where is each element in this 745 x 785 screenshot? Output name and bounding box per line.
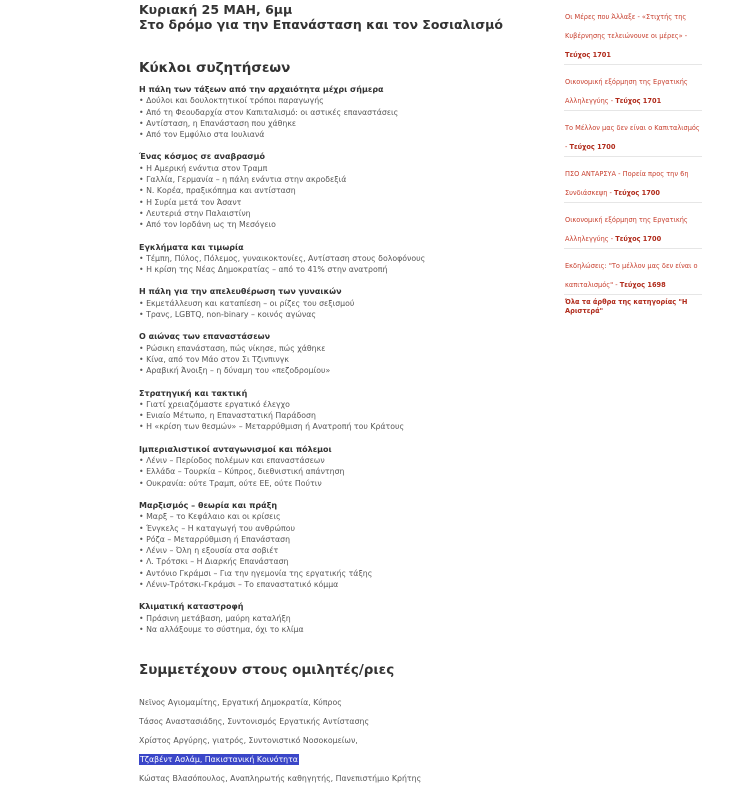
sidebar-article-title[interactable]: Το Μέλλον μας δεν είναι ο Καπιταλισμός - xyxy=(565,124,700,151)
discussion-group xyxy=(139,331,551,376)
sidebar-article-link[interactable] xyxy=(564,0,702,65)
discussion-group xyxy=(139,242,551,276)
discussion-topic: • Τέμπη, Πύλος, Πόλεμος, γυναικοκτονίες, Αντίσταση στους δολοφόνους xyxy=(139,253,426,263)
discussion-groups xyxy=(139,84,551,646)
speaker-row xyxy=(139,728,551,747)
sidebar-article-issue: Τεύχος 1700 xyxy=(615,235,662,243)
discussion-topic: • Η Αμερική ενάντια στον Τραμπ xyxy=(139,163,268,173)
discussion-group-title: Ο αιώνας των επαναστάσεων xyxy=(139,332,271,342)
discussion-topic: • Λευτεριά στην Παλαιστίνη xyxy=(139,208,251,218)
discussion-topic: • Εκμετάλλευση και καταπίεση – οι ρίζες του σεξισμού xyxy=(139,298,355,308)
sidebar-article-issue: Τεύχος 1698 xyxy=(619,281,666,289)
discussion-topic: • Από τη Φεουδαρχία στον Καπιταλισμό: οι αστικές επαναστάσεις xyxy=(139,107,399,117)
sidebar-article-title[interactable]: Εκδηλώσεις: "Το μέλλον μας δεν είναι ο καπιταλισμός" - xyxy=(565,262,698,289)
discussion-group-title: Στρατηγική και τακτική xyxy=(139,388,248,398)
sidebar-related-articles xyxy=(564,0,702,317)
discussion-group-title: Κλιματική καταστροφή xyxy=(139,602,244,612)
discussion-group-title: Μαρξισμός – θεωρία και πράξη xyxy=(139,500,278,510)
speakers-list xyxy=(139,690,551,785)
sidebar-article-title[interactable]: Οι Μέρες που Άλλαξε - «Στιχτής της Κυβέρνησης τελειώνουνε οι μέρες» - xyxy=(565,13,688,40)
speaker: Κώστας Βλασόπουλος, Αναπληρωτής καθηγητής, Πανεπιστήμιο Κρήτης xyxy=(139,774,422,783)
discussion-group-title: Ιμπεριαλιστικοί ανταγωνισμοί και πόλεμοι xyxy=(139,444,332,454)
speakers-title: Συμμετέχουν στους ομιλητές/ριες xyxy=(139,662,395,678)
discussion-topic: • Λένιν-Τρότσκι-Γκράμσι – Το επαναστατικό κόμμα xyxy=(139,579,339,589)
discussion-topic: • Λένιν – Περίοδος πολέμων και επαναστάσεων xyxy=(139,456,325,466)
discussion-topic: • Η κρίση της Νέας Δημοκρατίας – από το 41% στην ανατροπή xyxy=(139,265,388,275)
discussion-topic: • Λένιν – Όλη η εξουσία στα σοβιέτ xyxy=(139,546,279,556)
discussion-group-title: Ένας κόσμος σε αναβρασμό xyxy=(139,152,266,162)
discussion-topic: • Κίνα, από τον Μάο στον Σι Τζινπινγκ xyxy=(139,354,289,364)
discussion-topic: • Αντίσταση, η Επανάσταση που χάθηκε xyxy=(139,118,297,128)
speaker-row xyxy=(139,690,551,709)
sidebar-article-link[interactable] xyxy=(564,249,702,295)
discussion-group-title: Η πάλη των τάξεων από την αρχαιότητα μέχρι σήμερα xyxy=(139,85,384,94)
speaker: Χρίστος Αργύρης, γιατρός, Συντονιστικό Νοσοκομείων, xyxy=(139,736,358,745)
discussion-group xyxy=(139,444,551,489)
discussion-topic: • Δούλοι και δουλοκτητικοί τρόποι παραγωγής xyxy=(139,96,324,106)
discussion-topic: • Ελλάδα – Τουρκία – Κύπρος, διεθνιστική απάντηση xyxy=(139,467,345,477)
discussion-topic: • Αντόνιο Γκράμσι – Για την ηγεμονία της εργατικής τάξης xyxy=(139,568,373,578)
all-articles-link[interactable]: Όλα τα άρθρα της κατηγορίας "Η Αριστερά" xyxy=(565,298,688,316)
speaker-row xyxy=(139,747,551,766)
discussion-group-title: Η πάλη για την απελευθέρωση των γυναικών xyxy=(139,287,342,297)
discussion-group xyxy=(139,286,551,320)
discussion-topic: • Ρώσικη επανάσταση, πώς νίκησε, πώς χάθηκε xyxy=(139,343,326,353)
discussion-topic: • Γαλλία, Γερμανία – η πάλη ενάντια στην ακροδεξιά xyxy=(139,175,347,185)
discussion-group xyxy=(139,500,551,590)
discussion-topic: • Ένγκελς – Η καταγωγή του ανθρώπου xyxy=(139,523,295,533)
discussion-topic: • Πράσινη μετάβαση, μαύρη καταλήξη xyxy=(139,613,291,623)
discussions-title: Κύκλοι συζητήσεων xyxy=(139,60,291,76)
speaker-row xyxy=(139,709,551,728)
sidebar-article-link[interactable] xyxy=(564,157,702,203)
event-subtitle-heading: Στο δρόμο για την Επανάσταση και τον Σοσιαλισμό xyxy=(139,17,503,32)
discussion-topic: • Η «κρίση των θεσμών» – Μεταρρύθμιση ή Ανατροπή του Κράτους xyxy=(139,422,405,432)
discussion-topic: • Μαρξ – το Κεφάλαιο και οι κρίσεις xyxy=(139,512,281,522)
discussion-topic: • Ενιαίο Μέτωπο, η Επαναστατική Παράδοση xyxy=(139,411,316,421)
sidebar-article-title[interactable]: Οικονομική εξόρμηση της Εργατικής Αλληλεγγύης - xyxy=(565,216,688,243)
discussion-topic: • Από τον Ιορδάνη ως τη Μεσόγειο xyxy=(139,220,276,230)
sidebar-article-issue: Τεύχος 1701 xyxy=(565,51,611,59)
discussion-group xyxy=(139,151,551,230)
discussion-topic: • Ουκρανία: ούτε Τραμπ, ούτε ΕΕ, ούτε Πούτιν xyxy=(139,478,322,488)
sidebar-article-issue: Τεύχος 1700 xyxy=(614,189,660,197)
discussion-group xyxy=(139,84,551,140)
event-date-heading: Κυριακή 25 ΜΑΗ, 6μμ xyxy=(139,2,293,17)
sidebar-article-link[interactable] xyxy=(564,111,702,157)
discussion-topic: • Γιατί χρειαζόμαστε εργατικό έλεγχο xyxy=(139,399,290,409)
speaker-selected: Τζαβέντ Ασλάμ, Πακιστανική Κοινότητα xyxy=(140,755,298,764)
speaker: Τάσος Αναστασιάδης, Συντονισμός Εργατικής Αντίστασης xyxy=(139,717,370,726)
sidebar-article-list xyxy=(564,0,702,295)
discussion-topic: • Από τον Εμφύλιο στα Ιουλιανά xyxy=(139,130,265,140)
sidebar-article-issue: Τεύχος 1700 xyxy=(569,143,616,151)
speaker-row xyxy=(139,766,551,785)
discussion-topic: • Λ. Τρότσκι – Η Διαρκής Επανάσταση xyxy=(139,557,289,567)
discussion-topic: • Ρόζα – Μεταρρύθμιση ή Επανάσταση xyxy=(139,534,291,544)
sidebar-article-issue: Τεύχος 1701 xyxy=(615,97,662,105)
speaker: Νεϊνος Αγιομαμίτης, Εργατική Δημοκρατία, Κύπρος xyxy=(139,698,342,707)
discussion-topic: • Η Συρία μετά τον Άσαντ xyxy=(139,197,242,207)
sidebar-article-link[interactable] xyxy=(564,203,702,249)
discussion-topic: • Τρανς, LGBTQ, non-binary – κοινός αγώνας xyxy=(139,310,316,320)
discussion-topic: • Αραβική Άνοιξη – η δύναμη του «πεζοδρομίου» xyxy=(139,366,331,376)
discussion-topic: • Να αλλάξουμε το σύστημα, όχι το κλίμα xyxy=(139,624,304,634)
discussion-group xyxy=(139,388,551,433)
sidebar-article-link[interactable] xyxy=(564,65,702,111)
discussion-group-title: Εγκλήματα και τιμωρία xyxy=(139,242,244,252)
sidebar-article-title[interactable]: ΠΣΟ ΑΝΤΑΡΣΥΑ - Πορεία προς την 6η Συνδιάσκεψη - xyxy=(565,170,689,197)
discussion-group xyxy=(139,601,551,635)
sidebar-article-title[interactable]: Οικονομική εξόρμηση της Εργατικής Αλληλεγγύης - xyxy=(565,78,688,105)
discussion-topic: • Ν. Κορέα, πραξικόπημα και αντίσταση xyxy=(139,186,296,196)
